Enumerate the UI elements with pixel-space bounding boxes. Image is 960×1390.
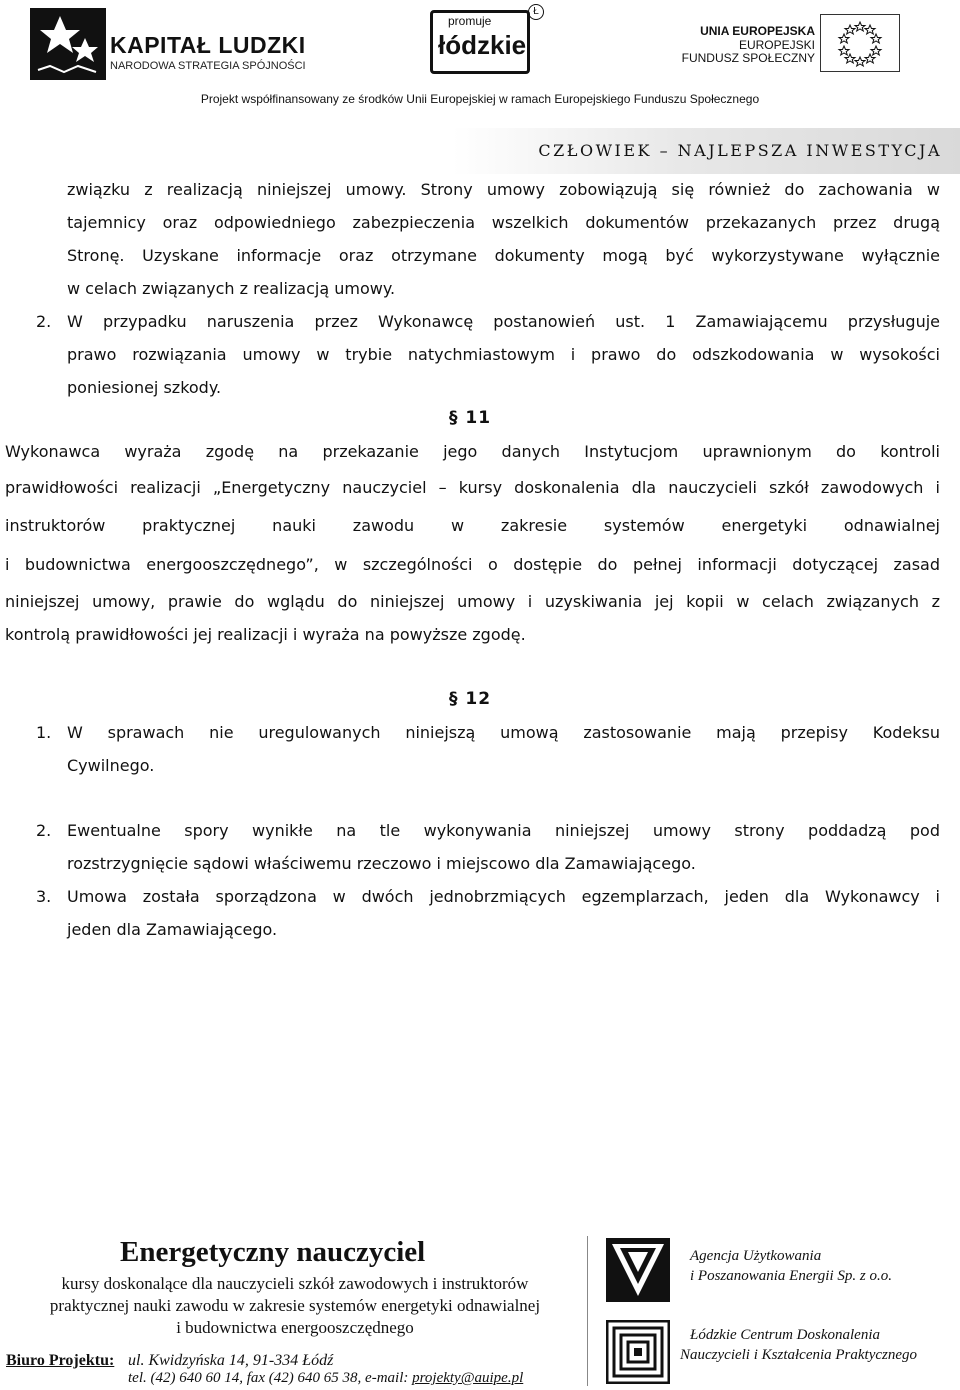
point-2-line-1: W przypadku naruszenia przez Wykonawcę postanowień ust. 1 Zamawiającemu przysługuje	[67, 312, 940, 331]
ue-logo-line3: FUNDUSZ SPOŁECZNY	[681, 51, 815, 65]
section-12-heading: § 12	[449, 689, 492, 709]
footer-contact-text: tel. (42) 640 60 14, fax (42) 640 65 38, e-mail:	[128, 1370, 413, 1386]
footer-contact	[128, 1370, 523, 1387]
intro-line-3: Stronę. Uzyskane informacje oraz otrzymane dokumenty mogą być wykorzystywane wyłącznie	[67, 246, 940, 265]
footer-divider	[587, 1236, 588, 1386]
lcdnikp-logo-icon	[606, 1320, 670, 1384]
promuje-lodzkie-mark: Ł	[528, 4, 544, 20]
section-11-line-5: niniejszej umowy, prawie do wglądu do niniejszej umowy i uzyskiwania jej kopii w celach związanych z	[5, 592, 940, 611]
footer-line-3: i budownictwa energooszczędnego	[176, 1318, 414, 1337]
promuje-lodzkie-top-text: promuje	[448, 14, 492, 28]
point-2-number: 2.	[36, 312, 52, 331]
section-11-line-6: kontrolą prawidłowości jej realizacji i wyraża na powyższe zgodę.	[5, 625, 526, 644]
kapital-ludzki-subtitle: NARODOWA STRATEGIA SPÓJNOŚCI	[110, 60, 306, 72]
point-2-line-2: prawo rozwiązania umowy w trybie natychmiastowym i prawo do odszkodowania w wysokości	[67, 345, 940, 364]
footer-email-link[interactable]: projekty@auipe.pl	[412, 1370, 524, 1386]
kapital-ludzki-logo-mark	[30, 8, 106, 80]
section-12-item-3-line-1: Umowa została sporządzona w dwóch jednobrzmiących egzemplarzach, jeden dla Wykonawcy i	[67, 887, 940, 906]
footer-line-2: praktycznej nauki zawodu w zakresie systemów energetyki odnawialnej	[49, 1296, 541, 1315]
section-12-item-3-number: 3.	[36, 887, 52, 906]
eu-flag-icon	[820, 14, 900, 72]
footer-project-title: Energetyczny nauczyciel	[120, 1236, 426, 1268]
footer-address: ul. Kwidzyńska 14, 91-334 Łódź	[128, 1352, 334, 1369]
section-11-line-1: Wykonawca wyraża zgodę na przekazanie jego danych Instytucjom uprawnionym do kontroli	[5, 442, 940, 461]
cofinancing-note: Projekt współfinansowany ze środków Unii Europejskiej w ramach Europejskiego Funduszu Społecznego	[200, 92, 760, 106]
slogan-text: CZŁOWIEK – NAJLEPSZA INWESTYCJA	[538, 141, 942, 160]
section-12-item-2-number: 2.	[36, 821, 52, 840]
section-11-line-4: i budownictwa energooszczędnego”, w szczególności o dostępie do pełnej informacji dotyczącej zasad	[5, 555, 940, 574]
section-12-item-1-number: 1.	[36, 723, 52, 742]
section-11-heading: § 11	[449, 408, 492, 428]
auipe-logo-icon	[606, 1238, 670, 1302]
auipe-name-line2: i Poszanowania Energii Sp. z o.o.	[690, 1268, 892, 1284]
section-12-item-3-line-2: jeden dla Zamawiającego.	[67, 920, 278, 939]
ue-logo-line1: UNIA EUROPEJSKA	[700, 24, 815, 38]
intro-line-2: tajemnicy oraz odpowiedniego zabezpieczenia wszelkich dokumentów przekazanych przez drugą	[67, 213, 940, 232]
lcdnikp-name-line2: Nauczycieli i Kształcenia Praktycznego	[680, 1347, 918, 1363]
promuje-lodzkie-main-text: łódzkie	[438, 30, 527, 60]
intro-line-4: w celach związanych z realizacją umowy.	[67, 279, 396, 298]
section-12-item-2-line-2: rozstrzygnięcie sądowi właściwemu rzeczowo i miejscowo dla Zamawiającego.	[67, 854, 696, 873]
section-12-item-2-line-1: Ewentualne spory wynikłe na tle wykonywania niniejszej umowy strony poddadzą pod	[67, 821, 940, 840]
section-12-item-1-line-2: Cywilnego.	[67, 756, 155, 775]
intro-line-1: związku z realizacją niniejszej umowy. Strony umowy zobowiązują się również do zachowania w	[67, 180, 940, 199]
ue-logo-line2: EUROPEJSKI	[738, 38, 815, 52]
section-11-line-3: instruktorów praktycznej nauki zawodu w zakresie systemów energetyki odnawialnej	[5, 516, 940, 535]
auipe-name-line1: Agencja Użytkowania	[690, 1248, 822, 1264]
kapital-ludzki-name: KAPITAŁ LUDZKI	[110, 32, 306, 58]
footer-biuro-label: Biuro Projektu:	[6, 1352, 115, 1369]
point-2-line-3: poniesionej szkody.	[67, 378, 222, 397]
section-12-item-1-line-1: W sprawach nie uregulowanych niniejszą umową zastosowanie mają przepisy Kodeksu	[67, 723, 940, 742]
section-11-line-2: prawidłowości realizacji „Energetyczny nauczyciel – kursy doskonalenia dla nauczycieli szkół zawodowych i	[5, 478, 940, 497]
footer-line-1: kursy doskonalące dla nauczycieli szkół zawodowych i instruktorów	[61, 1274, 529, 1293]
lcdnikp-name-line1: Łódzkie Centrum Doskonalenia	[690, 1327, 880, 1343]
